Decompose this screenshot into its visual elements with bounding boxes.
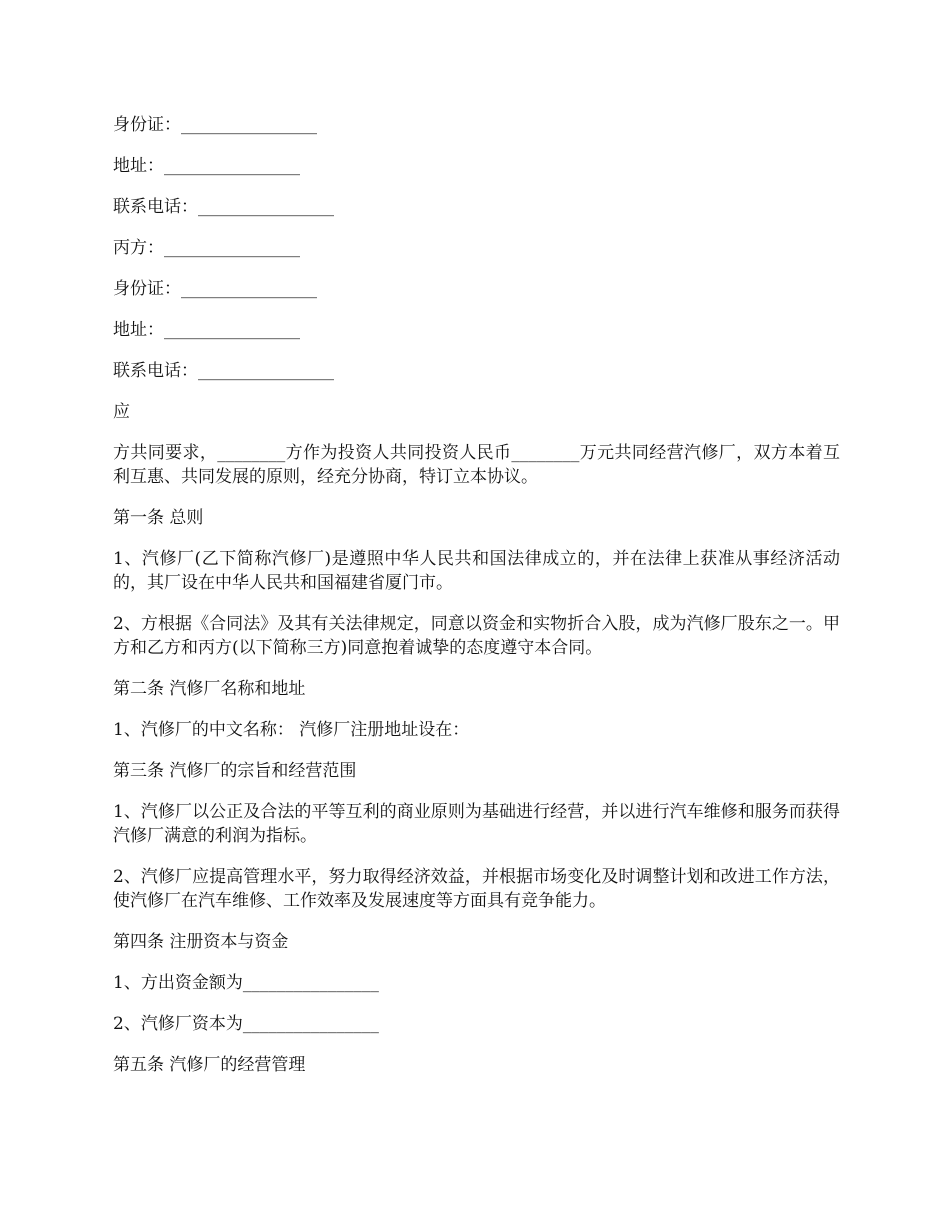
party-b-id-field: 身份证：________________ [113, 115, 317, 135]
document-body [113, 113, 840, 1077]
article-4-clause-1: 1、方出资金额为________________ [113, 973, 379, 993]
article-3-clause-1: 1、汽修厂以公正及合法的平等互利的商业原则为基础进行经营，并以进行汽车维修和服务而获得汽修厂满意的利润为指标。 [113, 802, 840, 846]
article-1-clause-2: 2、方根据《合同法》及其有关法律规定，同意以资金和实物折合入股，成为汽修厂股东之一。甲方和乙方和丙方(以下简称三方)同意抱着诚挚的态度遵守本合同。 [113, 614, 840, 658]
article-1-clause-1: 1、汽修厂(乙下简称汽修厂)是遵照中华人民共和国法律成立的，并在法律上获准从事经济活动的，其厂设在中华人民共和国福建省厦门市。 [113, 549, 840, 593]
article-2-clause-1: 1、汽修厂的中文名称： 汽修厂注册地址设在： [113, 720, 470, 740]
party-c-address-field: 地址：________________ [113, 320, 300, 340]
party-c-name-field: 丙方：________________ [113, 238, 300, 258]
article-4-heading: 第四条 注册资本与资金 [113, 932, 289, 952]
party-b-phone-field: 联系电话：________________ [113, 197, 334, 217]
party-c-id-field: 身份证：________________ [113, 279, 317, 299]
article-4-clause-2: 2、汽修厂资本为________________ [113, 1014, 379, 1034]
article-3-clause-2: 2、汽修厂应提高管理水平，努力取得经济效益，并根据市场变化及时调整计划和改进工作方法，使汽修厂在汽车维修、工作效率及发展速度等方面具有竞争能力。 [113, 867, 840, 911]
paragraph-fragment: 应 [113, 402, 130, 422]
article-1-heading: 第一条 总则 [113, 508, 204, 528]
party-c-phone-field: 联系电话：________________ [113, 361, 334, 381]
article-5-heading: 第五条 汽修厂的经营管理 [113, 1055, 306, 1075]
party-b-address-field: 地址：________________ [113, 156, 300, 176]
preamble-paragraph: 方共同要求，________方作为投资人共同投资人民币________万元共同经营汽修厂，双方本着互利互惠、共同发展的原则，经充分协商，特订立本协议。 [113, 443, 840, 487]
article-3-heading: 第三条 汽修厂的宗旨和经营范围 [113, 761, 357, 781]
article-2-heading: 第二条 汽修厂名称和地址 [113, 679, 306, 699]
